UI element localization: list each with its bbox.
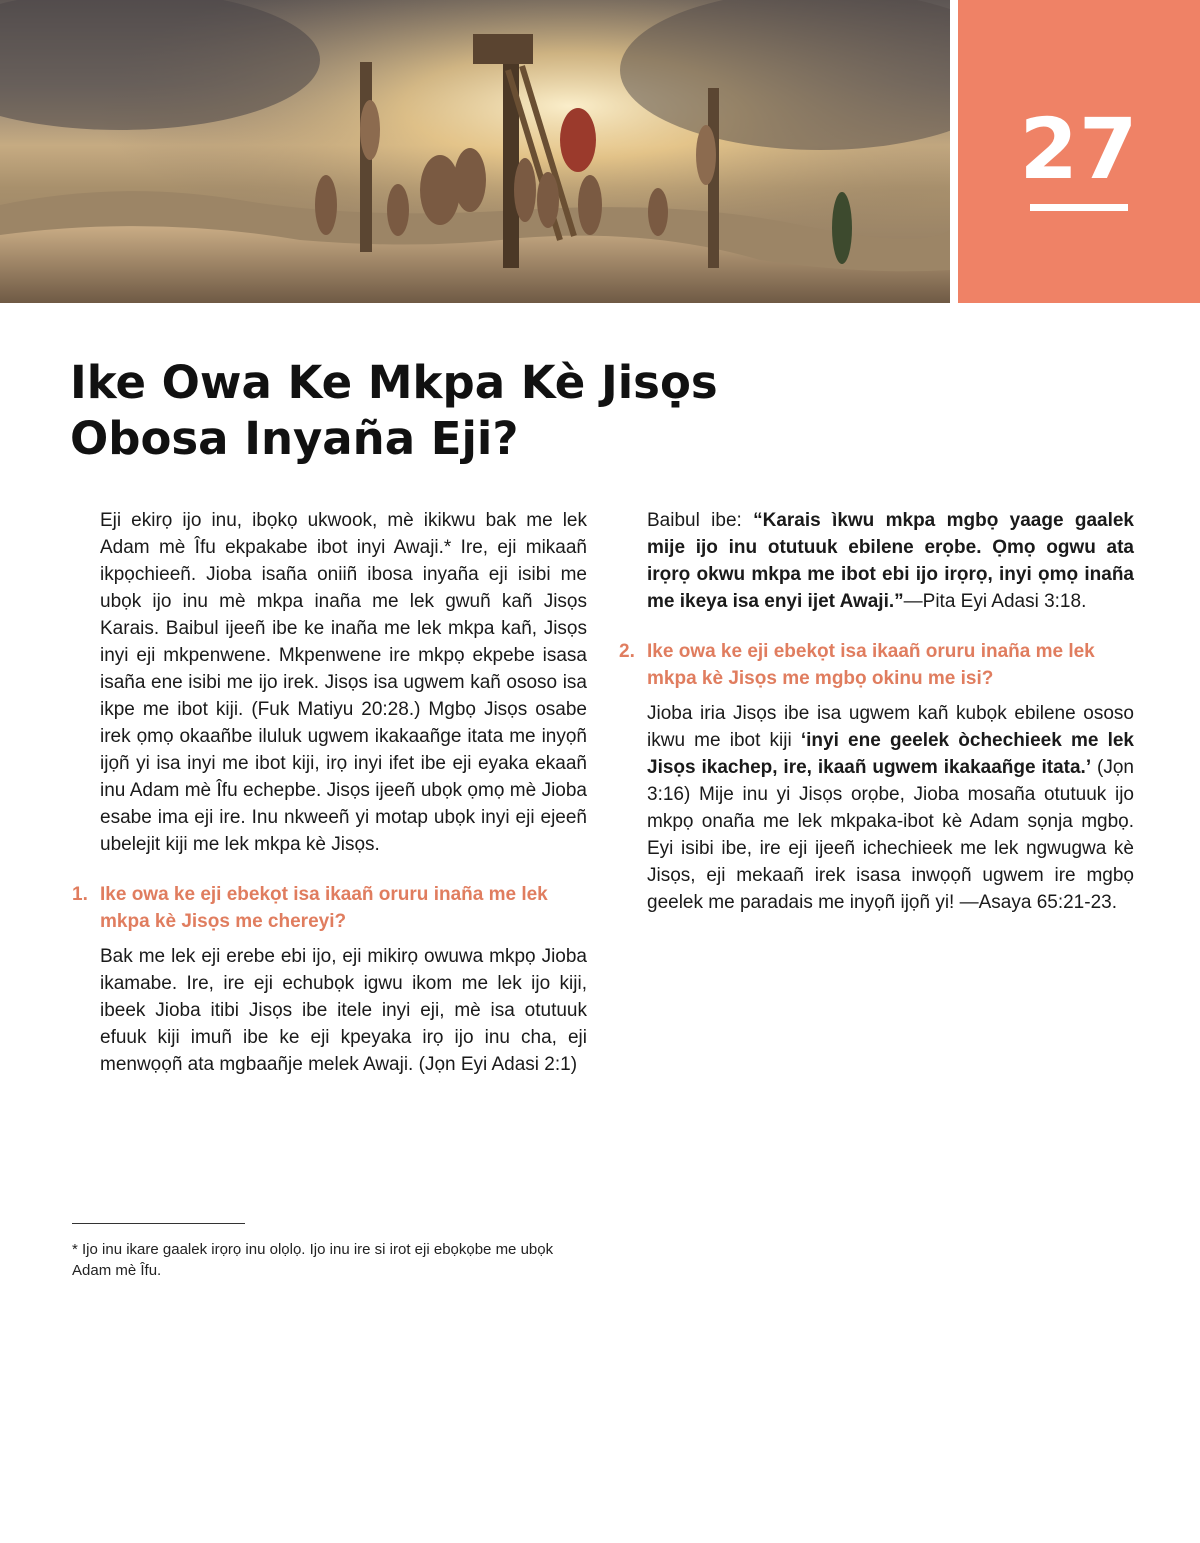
page-title-line-1: Ike Owa Ke Mkpa Kè Jisọs bbox=[70, 356, 718, 409]
scripture-quote-2: ‘inyi ene geelek òchechieek me lek Jisọs ikachep, ire, ikaañ ugwem ikakaañge itata.’ bbox=[647, 730, 1134, 778]
question-2-number: 2. bbox=[619, 641, 635, 662]
question-2-text: Ike owa ke eji ebekọt isa ikaañ oruru inaña me lek mkpa kè Jisọs me mgbọ okinu me isi? bbox=[647, 641, 1095, 689]
left-column bbox=[72, 507, 587, 1078]
footnote-divider bbox=[72, 1223, 245, 1224]
page-title-line-2: Obosa Inyaña Eji? bbox=[70, 412, 519, 465]
question-2 bbox=[619, 638, 1134, 692]
scripture-quote-1: “Karais ìkwu mkpa mgbọ yaage gaalek mije ijo inu otutuuk ebilene erọbe. Ọmọ ogwu ata irọrọ okwu mkpa me ibot ebi ijo irọrọ, inyi ọmọ inaña me ikeya isa enyi ijet Awaji.” bbox=[647, 510, 1134, 612]
answer-1-continued bbox=[647, 507, 1134, 615]
chapter-number: 27 bbox=[1019, 100, 1139, 198]
scripture-reference-1: —Pita Eyi Adasi 3:18. bbox=[903, 591, 1087, 612]
intro-paragraph: Eji ekirọ ijo inu, ibọkọ ukwook, mè ikikwu bak me lek Adam mè Îfu ekpakabe ibot inyi Awaji.* Ire, eji mikaañ ikpọchieeñ. Jioba isaña oniiñ ibosa inyaña eji isibi me ubọk ijo inu mè mkpa inaña me lek gwuñ kañ Jisọs Karais. Baibul ijeeñ ibe ke inaña me lek mkpa kañ, Jisọs inyi eji mkpenwene. Mkpenwene ire mkpọ ekpebe isasa isaña ene isibi me ijo irek. Jisọs isa ugwem kañ ososo isa ikpe me ibot kiji. (Fuk Matiyu 20:28.) Mgbọ Jisọs osabe irek ọmọ okaañbe iluluk ugwem ikakaañge itata me inyọñ ijọñ yi isa inyi me ibot kiji, irọ inyi ifet ibe eji eyaka ekaañ inu Adam mè Îfu echepbe. Jisọs ijeeñ ubọk ọmọ mè Jioba esabe ima eji ire. Inu nkweeñ yi motap ubọk inyi eji ejeeñ ubelejit kiji me lek mkpa kè Jisọs. bbox=[100, 510, 587, 855]
right-column bbox=[619, 507, 1134, 916]
footnote: * Ijo inu ikare gaalek irọrọ inu olọlọ. Ijo inu ire si irot eji ebọkọbe me ubọk Adam mè Îfu. bbox=[72, 1241, 554, 1279]
crucifixion-illustration bbox=[0, 0, 950, 303]
hero-illustration bbox=[0, 0, 950, 303]
page-title bbox=[70, 355, 850, 467]
question-1-text: Ike owa ke eji ebekọt isa ikaañ oruru inaña me lek mkpa kè Jisọs me chereyi? bbox=[100, 884, 548, 932]
answer-2-paragraph bbox=[647, 700, 1134, 916]
question-1-number: 1. bbox=[72, 884, 88, 905]
answer-2-rest: (Jọn 3:16) Mije inu yi Jisọs orọbe, Jioba mosaña otutuuk ijo mkpọ onaña me lek mkpaka-ibot kè Adam sọnja mgbọ. Eyi isibi ibe, ire eji ijeeñ ichechieek me lek ngwugwa kè Jisọs, eji mekaañ irek isasa inwọọñ ugwem ire mgbọ geelek me paradais me inyọñ ijọñ yi! —Asaya 65:21-23. bbox=[647, 757, 1134, 913]
chapter-badge bbox=[958, 0, 1200, 303]
answer-2-lead: Jioba iria Jisọs ibe isa ugwem kañ kubọk ebilene ososo ikwu me ibot kiji bbox=[647, 703, 1134, 751]
chapter-underline bbox=[1030, 204, 1128, 211]
answer-1-paragraph: Bak me lek eji erebe ebi ijo, eji mikirọ owuwa mkpọ Jioba ikamabe. Ire, ire eji echubọk igwu ikom me lek ijo kiji, ibeek Jioba itibi Jisọs ibe itele inyi eji, mè isa otutuuk efuuk kiji imuñ ibe ke eji kpeyaka irọ ijo inu cha, eji menwọọñ ata mgbaañje melek Awaji. (Jọn Eyi Adasi 2:1) bbox=[100, 946, 587, 1075]
question-1 bbox=[72, 881, 587, 935]
answer-1-lead: Baibul ibe: bbox=[647, 510, 754, 531]
